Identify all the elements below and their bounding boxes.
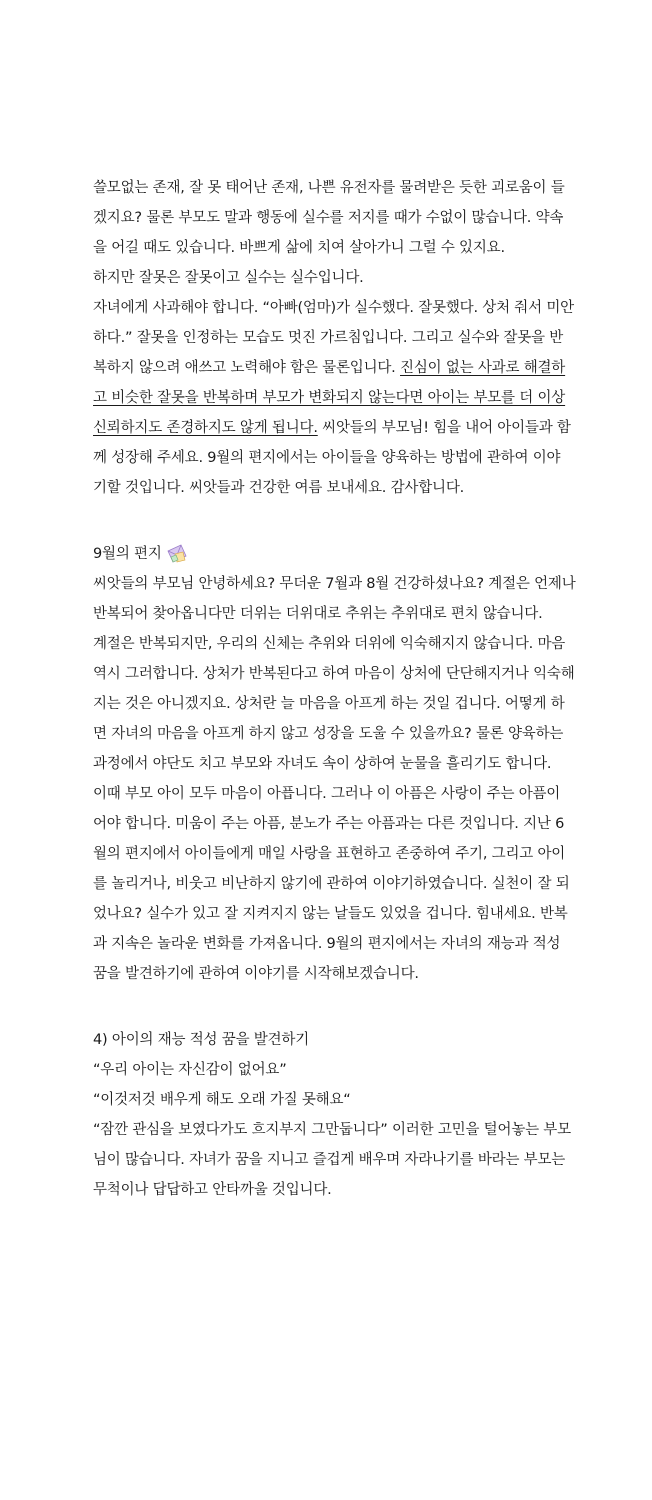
underlined-line: 고 비슷한 잘못을 반복하며 부모가 변화되지 않는다면 아이는 부모를 더 이상 (93, 390, 566, 406)
paragraph-line: 월의 편지에서 아이들에게 매일 사랑을 표현하고 존중하여 주기, 그리고 아이 (93, 846, 566, 862)
paragraph-line: 쓸모없는 존재, 잘 못 태어난 존재, 나쁜 유전자를 물려받은 듯한 괴로움이 들 (93, 180, 565, 196)
section-gap (93, 503, 559, 539)
paragraph-line: 겠지요? 물론 부모도 말과 행동에 실수를 저지를 때가 수없이 많습니다. 약속 (93, 210, 564, 226)
section-discover-talent (93, 1025, 571, 1205)
section-heading-text: 9월의 편지 (93, 546, 162, 562)
letter-document (93, 173, 576, 1205)
paragraph-line: 무척이나 답답하고 안타까울 것입니다. (93, 1182, 332, 1198)
text-run: 복하지 않으려 애쓰고 노력해야 함은 물론입니다. (93, 360, 401, 376)
paragraph-line: 하다.” 잘못을 인정하는 모습도 멋진 가르침입니다. 그리고 실수와 잘못을 반 (93, 330, 564, 346)
section-august-closing (93, 173, 574, 503)
paragraph-line: 자녀에게 사과해야 합니다. “아빠(엄마)가 실수했다. 잘못했다. 상처 줘서 미안 (93, 300, 574, 316)
paragraph-line: 이때 부모 아이 모두 마음이 아픕니다. 그러나 이 아픔은 사랑이 주는 아픔이 (93, 786, 561, 802)
paragraph-line: 님이 많습니다. 자녀가 꿈을 지니고 즐겁게 배우며 자라나기를 바라는 부모는 (93, 1152, 566, 1168)
text-run: 씨앗들의 부모님! 힘을 내어 아이들과 함 (317, 420, 571, 436)
paragraph-line: 꿈을 발견하기에 관하여 이야기를 시작해보겠습니다. (93, 966, 419, 982)
quote-line: “우리 아이는 자신감이 없어요” (93, 1062, 287, 1078)
paragraph-line: 기할 것입니다. 씨앗들과 건강한 여름 보내세요. 감사합니다. (93, 480, 465, 496)
section-heading: 4) 아이의 재능 적성 꿈을 발견하기 (93, 1032, 310, 1048)
paragraph-line: 면 자녀의 마음을 아프게 하지 않고 성장을 도울 수 있을까요? 물론 양육하는 (93, 726, 564, 742)
paragraph-line: 과 지속은 놀라운 변화를 가져옵니다. 9월의 편지에서는 자녀의 재능과 적성 (93, 936, 561, 952)
paragraph-line: 었나요? 실수가 있고 잘 지켜지지 않는 날들도 있었을 겁니다. 힘내세요. 반복 (93, 906, 568, 922)
paragraph-line: 씨앗들의 부모님 안녕하세요? 무더운 7월과 8월 건강하셨나요? 계절은 언제나 (93, 576, 576, 592)
section-heading (93, 539, 559, 569)
underlined-text: 진심이 없는 사과로 해결하 (400, 360, 566, 376)
paragraph-line: 계절은 반복되지만, 우리의 신체는 추위와 더위에 익숙해지지 않습니다. 마음 (93, 636, 566, 652)
paragraph-line: 지는 것은 아니겠지요. 상처란 늘 마음을 아프게 하는 것일 겁니다. 어떻게 하 (93, 696, 565, 712)
paragraph-line: 을 어길 때도 있습니다. 바쁘게 삶에 치여 살아가니 그럴 수 있지요. (93, 240, 505, 256)
paragraph-line: “잠깐 관심을 보였다가도 흐지부지 그만둡니다” 이러한 고민을 털어놓는 부모 (93, 1122, 571, 1138)
underlined-text: 신뢰하지도 존경하지도 않게 됩니다. (93, 420, 318, 436)
paragraph-line: 께 성장해 주세요. 9월의 편지에서는 아이들을 양육하는 방법에 관하여 이야 (93, 450, 561, 466)
paragraph-line (93, 353, 566, 383)
paragraph-line (93, 413, 571, 443)
section-gap (93, 989, 559, 1025)
section-september-letter (93, 539, 576, 989)
paragraph-line: 어야 합니다. 미움이 주는 아픔, 분노가 주는 아픔과는 다른 것입니다. 지난 6 (93, 816, 565, 832)
envelope-icon (166, 543, 188, 565)
paragraph-line: 반복되어 찾아옵니다만 더위는 더위대로 추위는 추위대로 편치 않습니다. (93, 606, 543, 622)
paragraph-line: 를 놀리거나, 비웃고 비난하지 않기에 관하여 이야기하였습니다. 실천이 잘 되 (93, 876, 570, 892)
paragraph-line: 과정에서 야단도 치고 부모와 자녀도 속이 상하여 눈물을 흘리기도 합니다. (93, 756, 552, 772)
quote-line: “이것저것 배우게 해도 오래 가질 못해요“ (93, 1092, 351, 1108)
paragraph-line: 하지만 잘못은 잘못이고 실수는 실수입니다. (93, 270, 364, 286)
paragraph-line: 역시 그러합니다. 상처가 반복된다고 하여 마음이 상처에 단단해지거나 익숙해 (93, 666, 575, 682)
